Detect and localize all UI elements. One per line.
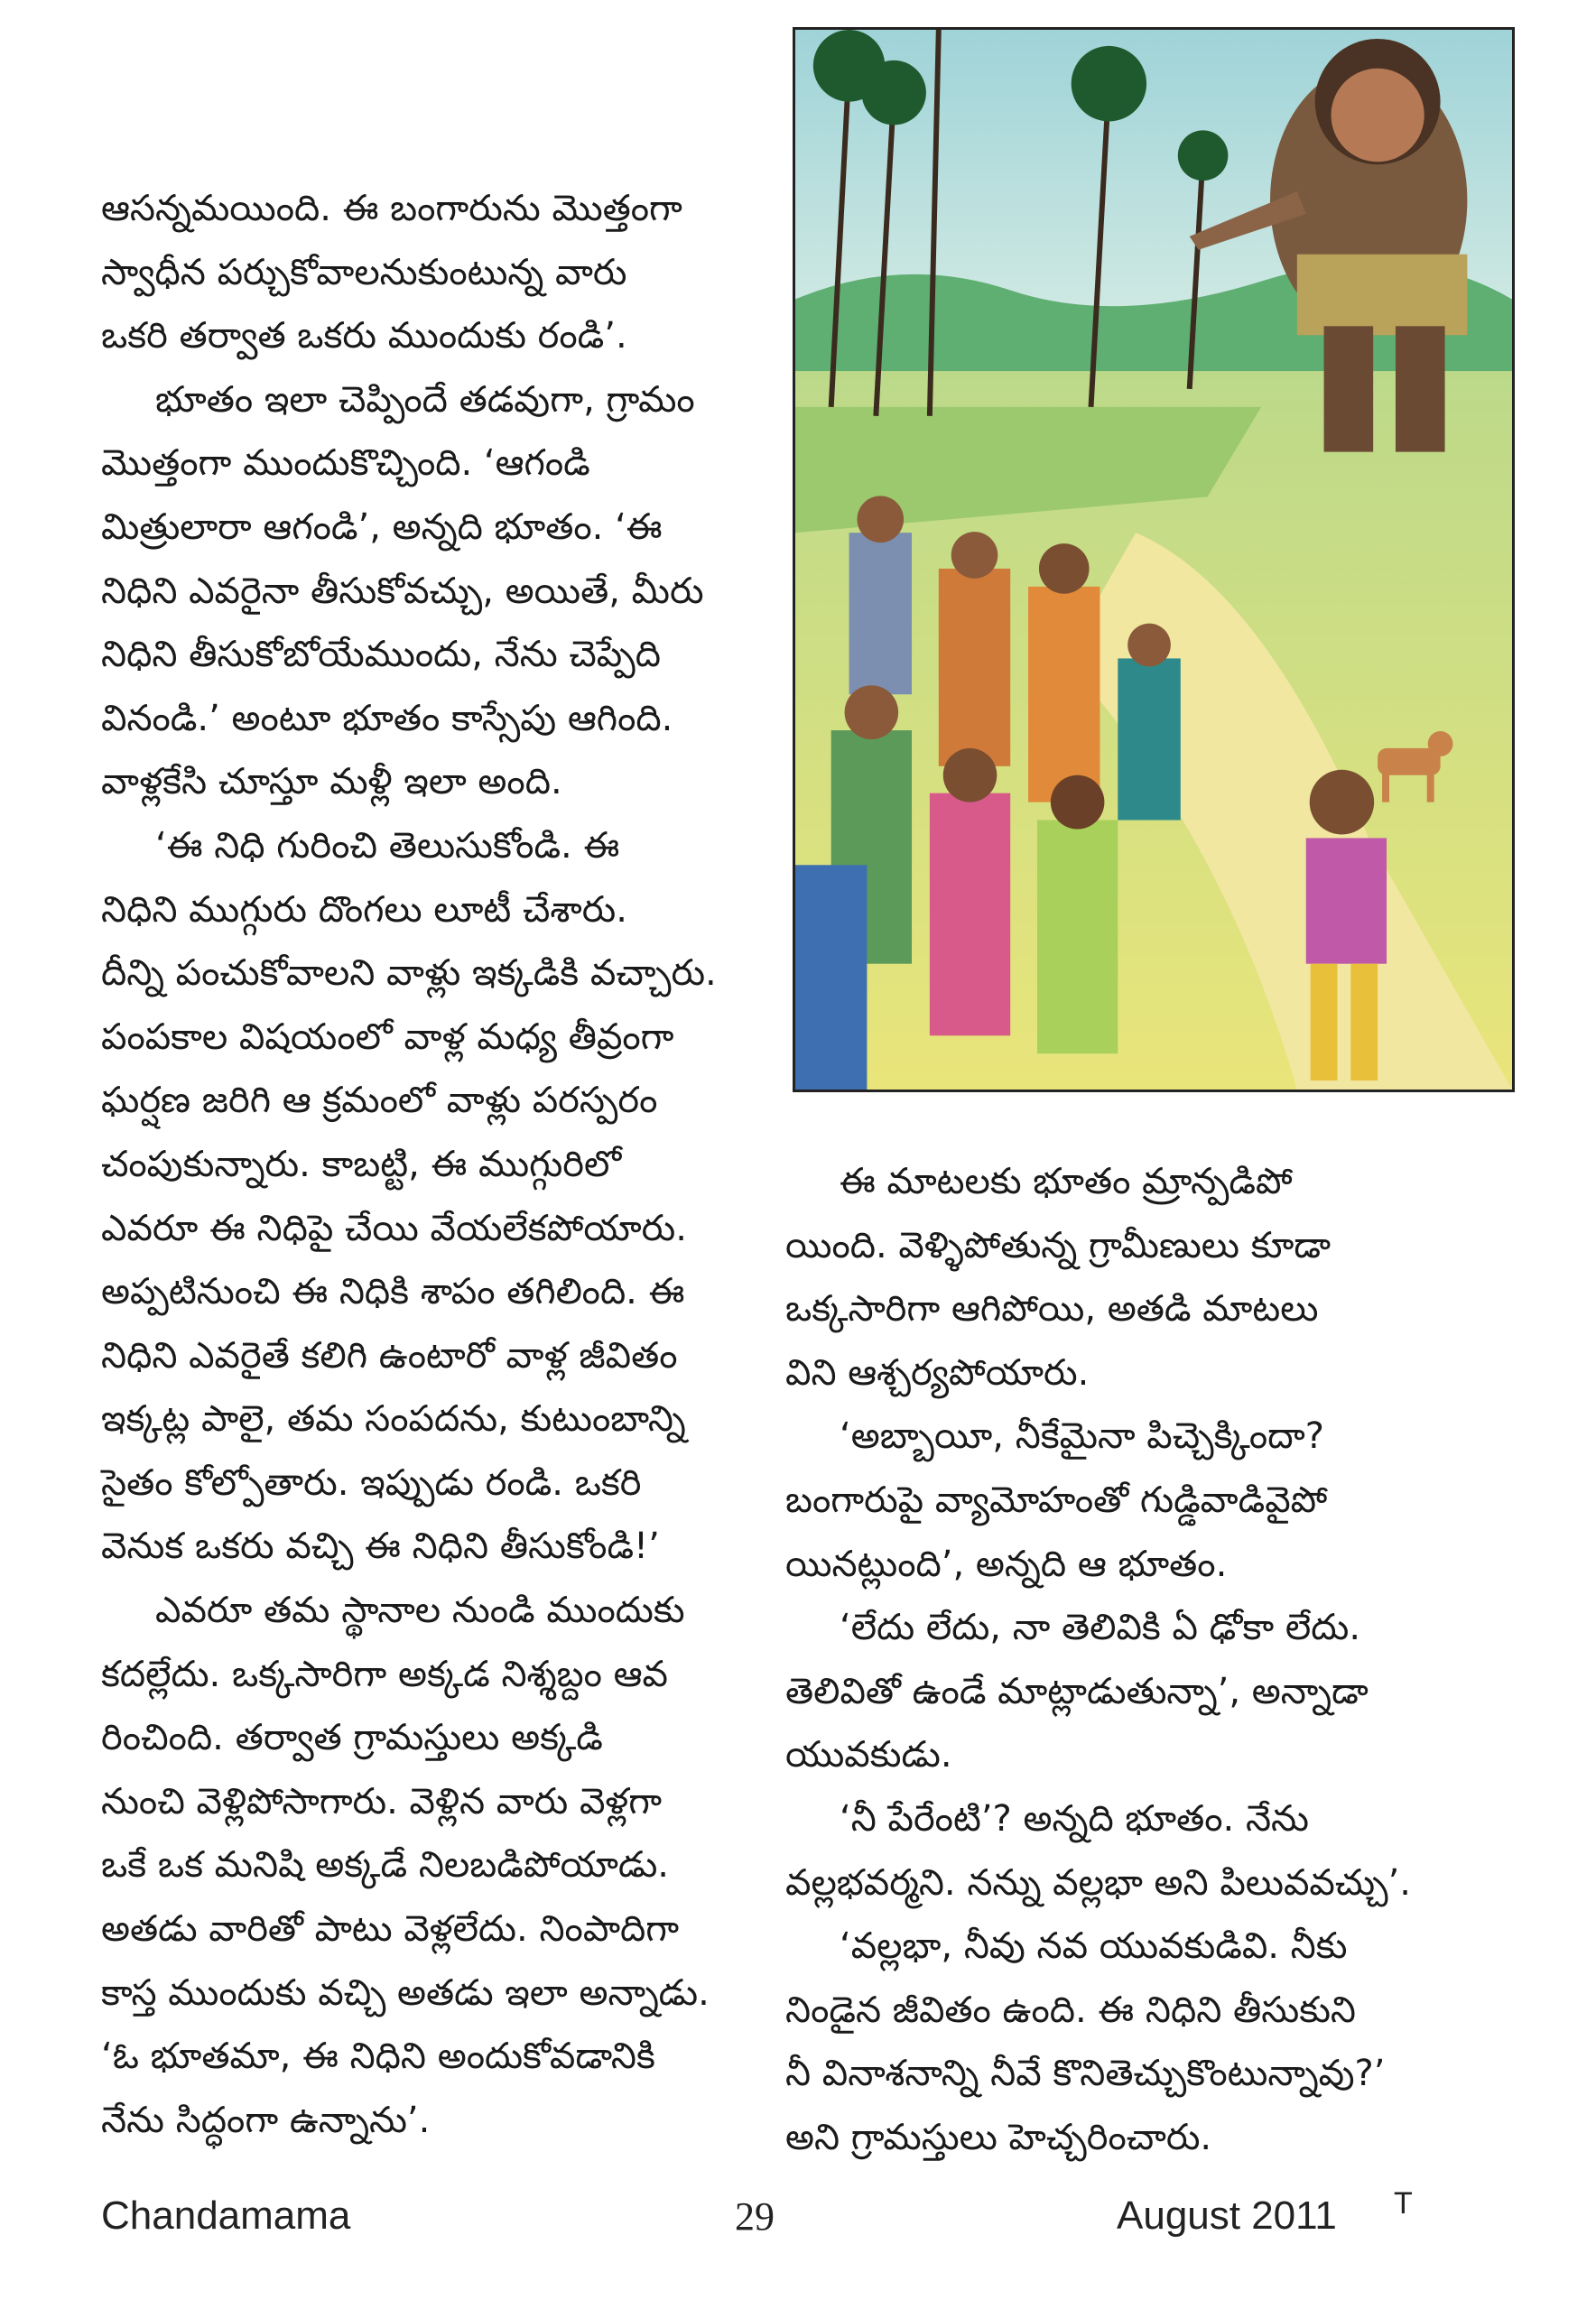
- text-line: దీన్ని పంచుకోవాలని వాళ్లు ఇక్కడికి వచ్చారు.: [101, 952, 717, 995]
- paragraph: [101, 1579, 744, 2152]
- text-line: భూతం ఇలా చెప్పిందే తడవుగా, గ్రామం: [155, 378, 695, 421]
- text-line: ‘లేదు లేదు, నా తెలివికి ఏ ఢోకా లేదు.: [840, 1607, 1361, 1649]
- text-line: యినట్లుంది’, అన్నది ఆ భూతం.: [785, 1543, 1228, 1585]
- text-line: నిధిని ఎవరైతే కలిగి ఉంటారో వాళ్ల జీవితం: [101, 1334, 678, 1377]
- text-line: ఆసన్నమయింది. ఈ బంగారును మొత్తంగా: [101, 188, 682, 229]
- text-line: ఒక్కసారిగా ఆగిపోయి, అతడి మాటలు: [785, 1288, 1319, 1331]
- text-line: ఒకరి తర్వాత ఒకరు ముందుకు రండి’.: [101, 315, 627, 357]
- text-line: బంగారుపై వ్యామోహంతో గుడ్డివాడివైపో: [785, 1479, 1328, 1521]
- paragraph: [101, 368, 744, 814]
- text-line: ఎవరూ ఈ నిధిపై చేయి వేయలేకపోయారు.: [101, 1207, 687, 1249]
- text-line: పంపకాల విషయంలో వాళ్ల మధ్య తీవ్రంగా: [101, 1016, 674, 1058]
- text-line: యింది. వెళ్ళిపోతున్న గ్రామీణులు కూడా: [785, 1224, 1332, 1266]
- text-line: ఘర్షణ జరిగి ఆ క్రమంలో వాళ్లు పరస్పరం: [101, 1080, 658, 1122]
- text-line: వినండి.’ అంటూ భూతం కాస్సేపు ఆగింది.: [101, 697, 673, 739]
- issue-date: August 2011: [1117, 2193, 1337, 2238]
- text-line: నిధిని తీసుకోబోయేముందు, నేను చెప్పేది: [101, 634, 661, 676]
- page-footer: [101, 2186, 1461, 2257]
- magazine-name: Chandamama: [101, 2193, 351, 2238]
- text-line: వాళ్లకేసి చూస్తూ మళ్లీ ఇలా అంది.: [101, 761, 562, 803]
- illustration-graphic: [795, 30, 1512, 1090]
- text-line: నేను సిద్ధంగా ఉన్నాను’.: [101, 2099, 431, 2141]
- text-line: నుంచి వెళ్లిపోసాగారు. వెళ్లిన వారు వెళ్లగా: [101, 1780, 663, 1822]
- text-line: వెనుక ఒకరు వచ్చి ఈ నిధిని తీసుకోండి!’: [101, 1526, 660, 1568]
- text-line: అతడు వారితో పాటు వెళ్లలేదు. నింపాదిగా: [101, 1908, 680, 1951]
- text-line: యువకుడు.: [785, 1734, 952, 1776]
- edition-mark: T: [1394, 2186, 1413, 2221]
- text-line: నిండైన జీవితం ఉంది. ఈ నిధిని తీసుకుని: [785, 1989, 1357, 2031]
- text-line: స్వాధీన పర్చుకోవాలనుకుంటున్న వారు: [101, 251, 627, 293]
- text-line: అని గ్రామస్తులు హెచ్చరించారు.: [785, 2116, 1212, 2158]
- text-line: కాస్త ముందుకు వచ్చి అతడు ఇలా అన్నాడు.: [101, 1971, 710, 2014]
- paragraph: [101, 814, 744, 1579]
- right-text-column: [785, 1150, 1417, 2170]
- text-line: ఎవరూ తమ స్థానాల నుండి ముందుకు: [155, 1590, 685, 1632]
- text-line: మిత్రులారా ఆగండి’, అన్నది భూతం. ‘ఈ: [101, 505, 663, 548]
- paragraph: [785, 1915, 1417, 2169]
- text-line: రించింది. తర్వాత గ్రామస్తులు అక్కడి: [101, 1717, 603, 1759]
- text-line: ‘నీ పేరేంటి’? అన్నది భూతం. నేను: [840, 1797, 1309, 1840]
- text-line: అప్పటినుంచి ఈ నిధికి శాపం తగిలింది. ఈ: [101, 1271, 685, 1313]
- paragraph: [785, 1596, 1417, 1787]
- paragraph: [785, 1787, 1417, 1915]
- text-line: తెలివితో ఉండే మాట్లాడుతున్నా’, అన్నాడా: [785, 1670, 1369, 1712]
- story-illustration: [793, 27, 1515, 1092]
- text-line: చంపుకున్నారు. కాబట్టి, ఈ ముగ్గురిలో: [101, 1143, 622, 1185]
- text-line: వల్లభవర్మని. నన్ను వల్లభా అని పిలువవచ్చు’.: [785, 1861, 1412, 1904]
- text-line: ‘ఈ నిధి గురించి తెలుసుకోండి. ఈ: [155, 824, 620, 867]
- paragraph: [785, 1405, 1417, 1596]
- page-number: 29: [735, 2194, 775, 2239]
- text-line: నీ వినాశనాన్ని నీవే కొనితెచ్చుకొంటున్నావు?’: [785, 2053, 1386, 2095]
- text-line: విని ఆశ్చర్యపోయారు.: [785, 1351, 1090, 1394]
- text-line: ఇక్కట్ల పాలై, తమ సంపదను, కుటుంబాన్ని: [101, 1398, 686, 1441]
- text-line: ‘వల్లభా, నీవు నవ యువకుడివి. నీకు: [840, 1925, 1348, 1968]
- text-line: నిధిని ఎవరైనా తీసుకోవచ్చు, అయితే, మీరు: [101, 570, 704, 612]
- text-line: కదల్లేదు. ఒక్కసారిగా అక్కడ నిశ్శబ్దం ఆవ: [101, 1653, 668, 1695]
- text-line: ‘ఓ భూతమా, ఈ నిధిని అందుకోవడానికి: [101, 2036, 655, 2078]
- left-text-column: [101, 177, 744, 2152]
- text-line: ‘అబ్బాయీ, నీకేమైనా పిచ్చెక్కిందా?: [840, 1415, 1324, 1458]
- paragraph: [101, 177, 744, 368]
- text-line: మొత్తంగా ముందుకొచ్చింది. ‘ఆగండి: [101, 442, 590, 485]
- text-line: ఈ మాటలకు భూతం మ్రాన్పడిపో: [840, 1161, 1293, 1202]
- text-line: నిధిని ముగ్గురు దొంగలు లూటీ చేశారు.: [101, 888, 627, 931]
- paragraph: [785, 1150, 1417, 1405]
- text-line: ఒకే ఒక మనిషి అక్కడే నిలబడిపోయాడు.: [101, 1844, 670, 1887]
- text-line: సైతం కోల్పోతారు. ఇప్పుడు రండి. ఒకరి: [101, 1461, 642, 1504]
